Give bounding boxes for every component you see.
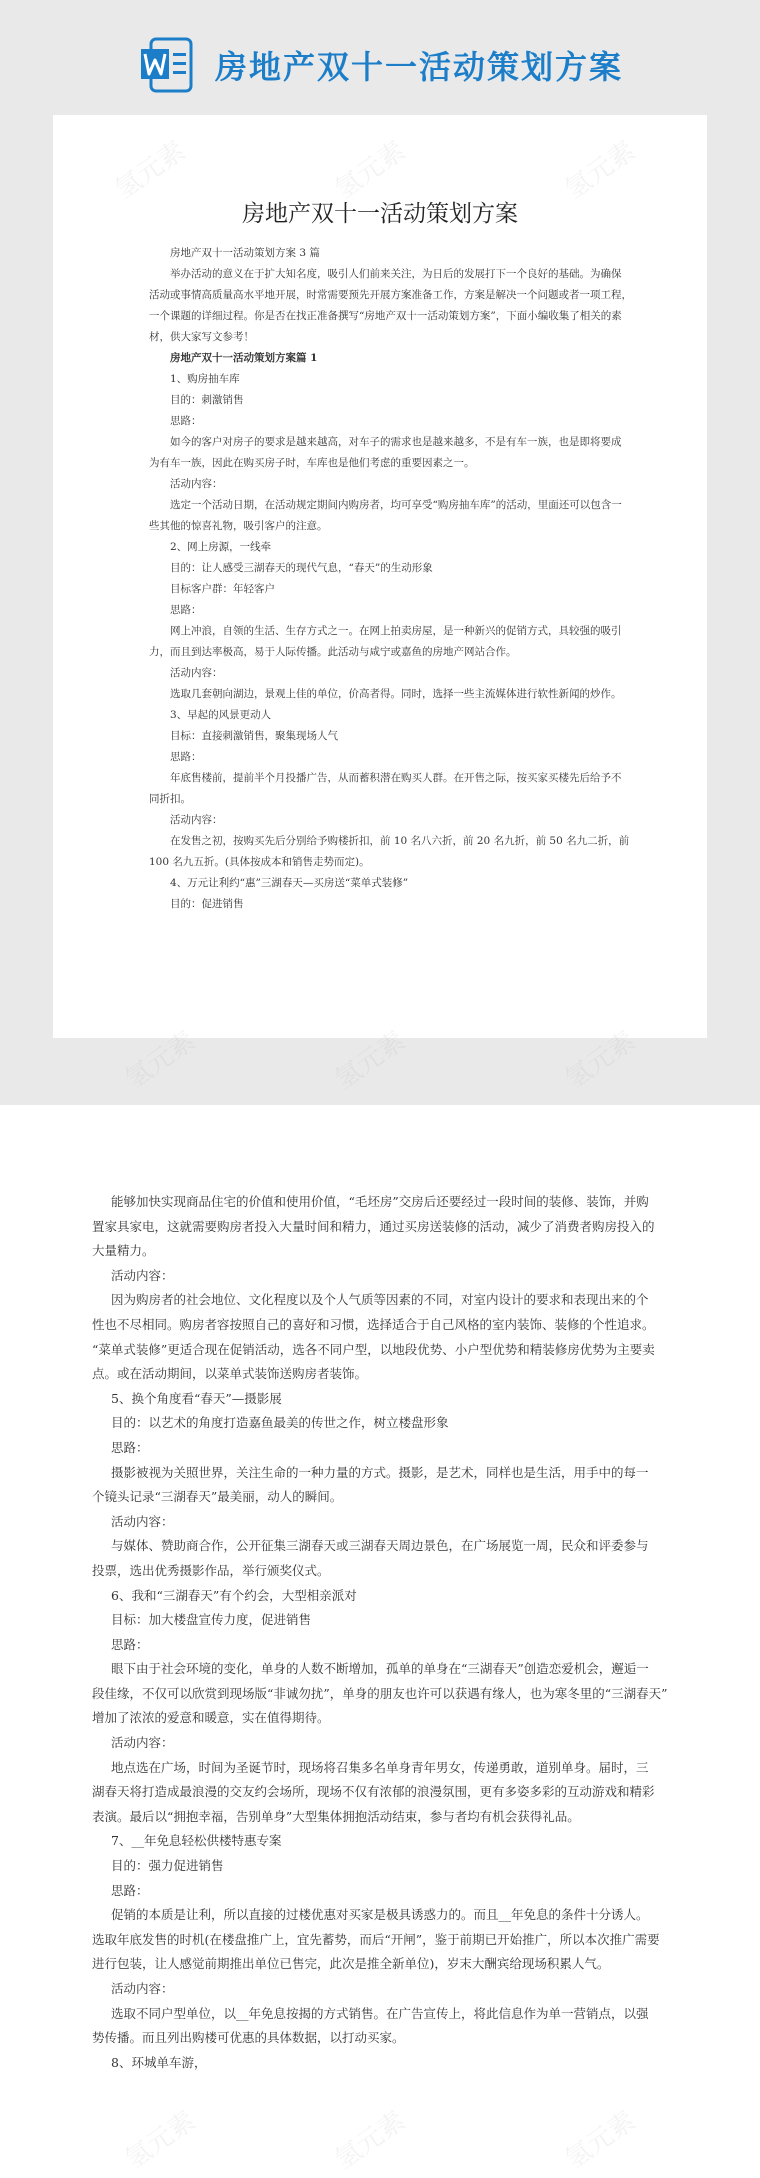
text-line: 能够加快实现商品住宅的价值和使用价值，“毛坯房”交房后还要经过一段时间的装修、装饰，并购 (111, 1194, 649, 1209)
text-line: 房地产双十一活动策划方案 3 篇 (170, 247, 320, 259)
text-line: 思路： (111, 1439, 149, 1455)
text-line: 目标：直接刺激销售，聚集现场人气 (170, 730, 338, 742)
text-line: 思路： (111, 1636, 149, 1652)
text-line: 增加了浓浓的爱意和暖意，实在值得期待。 (92, 1710, 330, 1726)
text-line: 为有车一族，因此在购买房子时，车库也是他们考虑的重要因素之一。 (149, 457, 475, 469)
text-line: 7、__年免息轻松供楼特惠专案 (111, 1833, 282, 1849)
text-line: 目标：加大楼盘宣传力度，促进销售 (111, 1612, 312, 1628)
text-line: 活动内容： (170, 478, 223, 490)
text-line: “菜单式装修”更适合现在促销活动，选各不同户型，以地段优势、小户型优势和精装修房优势为主要卖 (92, 1341, 655, 1357)
text-line: 活动内容： (170, 667, 223, 679)
text-line: 眼下由于社会环境的变化，单身的人数不断增加，孤单的单身在“三湖春天”创造恋爱机会，邂逅一 (111, 1661, 649, 1677)
header (0, 20, 760, 110)
text-line: 如今的客户对房子的要求是越来越高，对车子的需求也是越来越多，不是有车一族，也是即将要成 (170, 436, 622, 448)
text-line: 进行包装，让人感觉前期推出单位已售完，此次是推全新单位)，岁末大酬宾给现场积累人气。 (92, 1956, 610, 1972)
text-line: 目的：让人感受三湖春天的现代气息，“春天”的生动形象 (170, 562, 433, 574)
text-line: 选取不同户型单位，以__年免息按揭的方式销售。在广告宣传上，将此信息作为单一营销点，以强 (111, 2005, 649, 2021)
text-line: 100 名九五折。(具体按成本和销售走势而定)。 (149, 856, 370, 868)
text-line: 活动内容： (170, 814, 223, 826)
text-line: 活动内容： (111, 1735, 174, 1751)
text-line: 力，而且到达率极高，易于人际传播。此活动与咸宁或嘉鱼的房地产网站合作。 (149, 646, 517, 658)
text-line: 选取年底发售的时机(在楼盘推广上，宜先蓄势，而后“开闸”，鉴于前期已开始推广，所以本次推广需要 (92, 1931, 660, 1947)
word-document-icon (137, 35, 197, 95)
text-line: 表演。最后以“拥抱幸福，告别单身”大型集体拥抱活动结束，参与者均有机会获得礼品。 (92, 1808, 580, 1824)
text-line: 势传播。而且列出购楼可优惠的具体数据，以打动买家。 (92, 2030, 405, 2046)
text-line: 举办活动的意义在于扩大知名度，吸引人们前来关注，为日后的发展打下一个良好的基础。为确保 (170, 268, 622, 280)
text-line: 目的：强力促进销售 (111, 1858, 224, 1874)
text-line: 思路： (170, 604, 202, 616)
text-line: 地点选在广场，时间为圣诞节时，现场将召集多名单身青年男女，传递勇敢，道别单身。届时，三 (111, 1759, 649, 1775)
text-line: 些其他的惊喜礼物，吸引客户的注意。 (149, 520, 328, 532)
page-2-body (92, 1190, 672, 2075)
text-line: 促销的本质是让利，所以直接的过楼优惠对买家是极具诱惑力的。而且__年免息的条件十分诱人。 (111, 1907, 649, 1923)
watermark: 氢元素 (559, 2105, 641, 2176)
text-line: 思路： (170, 751, 202, 763)
text-line: 点。或在活动期间，以菜单式装饰送购房者装饰。 (92, 1366, 368, 1382)
text-line: 同折扣。 (149, 793, 191, 805)
text-line: 活动内容： (111, 1513, 174, 1529)
text-line: 8、环城单车游， (111, 2054, 207, 2070)
document-page-1 (53, 115, 707, 1038)
text-line: 活动内容： (111, 1981, 174, 1996)
text-line: 目的：促进销售 (170, 898, 244, 910)
text-line: 投票，选出优秀摄影作品，举行颁奖仪式。 (92, 1562, 330, 1578)
text-line: 3、早起的风景更动人 (170, 709, 272, 721)
text-line: 活动内容： (111, 1267, 174, 1283)
text-line: 个镜头记录“三湖春天”最美丽，动人的瞬间。 (92, 1489, 343, 1505)
watermark: 氢元素 (119, 2105, 201, 2176)
text-line: 年底售楼前，提前半个月投播广告，从而蓄积潜在购买人群。在开售之际，按买家买楼先后给予不 (170, 772, 622, 784)
text-line: 湖春天将打造成最浪漫的交友约会场所，现场不仅有浓郁的浪漫氛围，更有多姿多彩的互动游戏和精彩 (92, 1784, 655, 1800)
text-line: 摄影被视为关照世界，关注生命的一种力量的方式。摄影，是艺术，同样也是生活，用手中的每一 (111, 1464, 649, 1480)
text-line: 选定一个活动日期，在活动规定期间内购房者，均可享受“购房抽车库”的活动，里面还可以包含一 (170, 499, 622, 511)
text-line: 活动或事情高质量高水平地开展，时常需要预先开展方案准备工作，方案是解决一个问题或者一项工程， (149, 289, 632, 301)
text-line: 大量精力。 (92, 1243, 155, 1259)
text-line: 目的：以艺术的角度打造嘉鱼最美的传世之作，树立楼盘形象 (111, 1415, 449, 1431)
text-line: 性也不尽相同。购房者容按照自己的喜好和习惯，选择适合于自己风格的室内装饰、装修的个性追求。 (92, 1316, 655, 1332)
text-line: 置家具家电，这就需要购房者投入大量时间和精力，通过买房送装修的活动，减少了消费者购房投入的 (92, 1218, 655, 1234)
text-line: 段佳缘，不仅可以欣赏到现场版“非诚勿扰”，单身的朋友也许可以获遇有缘人，也为寒冬里的“三湖春天” (92, 1685, 668, 1701)
text-line: 4、万元让利约“惠”三湖春天—买房送“菜单式装修” (170, 877, 409, 889)
text-line: 材，供大家写文参考！ (149, 331, 254, 343)
text-line: 网上冲浪，自领的生活、生存方式之一。在网上拍卖房屋，是一种新兴的促销方式，具较强的吸引 (170, 625, 622, 637)
watermark: 氢元素 (329, 2105, 411, 2176)
header-title: 房地产双十一活动策划方案 (214, 48, 623, 86)
text-line: 选取几套朝向湖边，景观上佳的单位，价高者得。同时，选择一些主流媒体进行软性新闻的炒作。 (170, 688, 622, 700)
text-line: 思路： (170, 415, 202, 427)
text-line: 2、网上房源，一线牵 (170, 541, 272, 553)
text-line: 因为购房者的社会地位、文化程度以及个人气质等因素的不同，对室内设计的要求和表现出来的个 (111, 1292, 649, 1308)
text-line: 与媒体、赞助商合作，公开征集三湖春天或三湖春天周边景色，在广场展览一周，民众和评委参与 (111, 1538, 649, 1554)
page-1-body (149, 243, 674, 915)
document-title: 房地产双十一活动策划方案 (242, 201, 518, 227)
text-line: 目的：刺激销售 (170, 394, 244, 406)
text-line: 1、购房抽车库 (170, 373, 240, 385)
text-line: 目标客户群：年轻客户 (170, 583, 275, 595)
text-line: 思路： (111, 1882, 149, 1898)
text-line: 5、换个角度看“春天”—摄影展 (111, 1390, 282, 1406)
text-line: 房地产双十一活动策划方案篇 1 (170, 352, 318, 364)
text-line: 在发售之初，按购买先后分别给予购楼折扣，前 10 名八六折，前 20 名九折，前 50 名九二折，前 (170, 835, 630, 847)
text-line: 6、我和“三湖春天”有个约会，大型相亲派对 (111, 1587, 357, 1603)
text-line: 一个课题的详细过程。你是否在找正准备撰写“房地产双十一活动策划方案”，下面小编收集了相关的素 (149, 310, 622, 322)
